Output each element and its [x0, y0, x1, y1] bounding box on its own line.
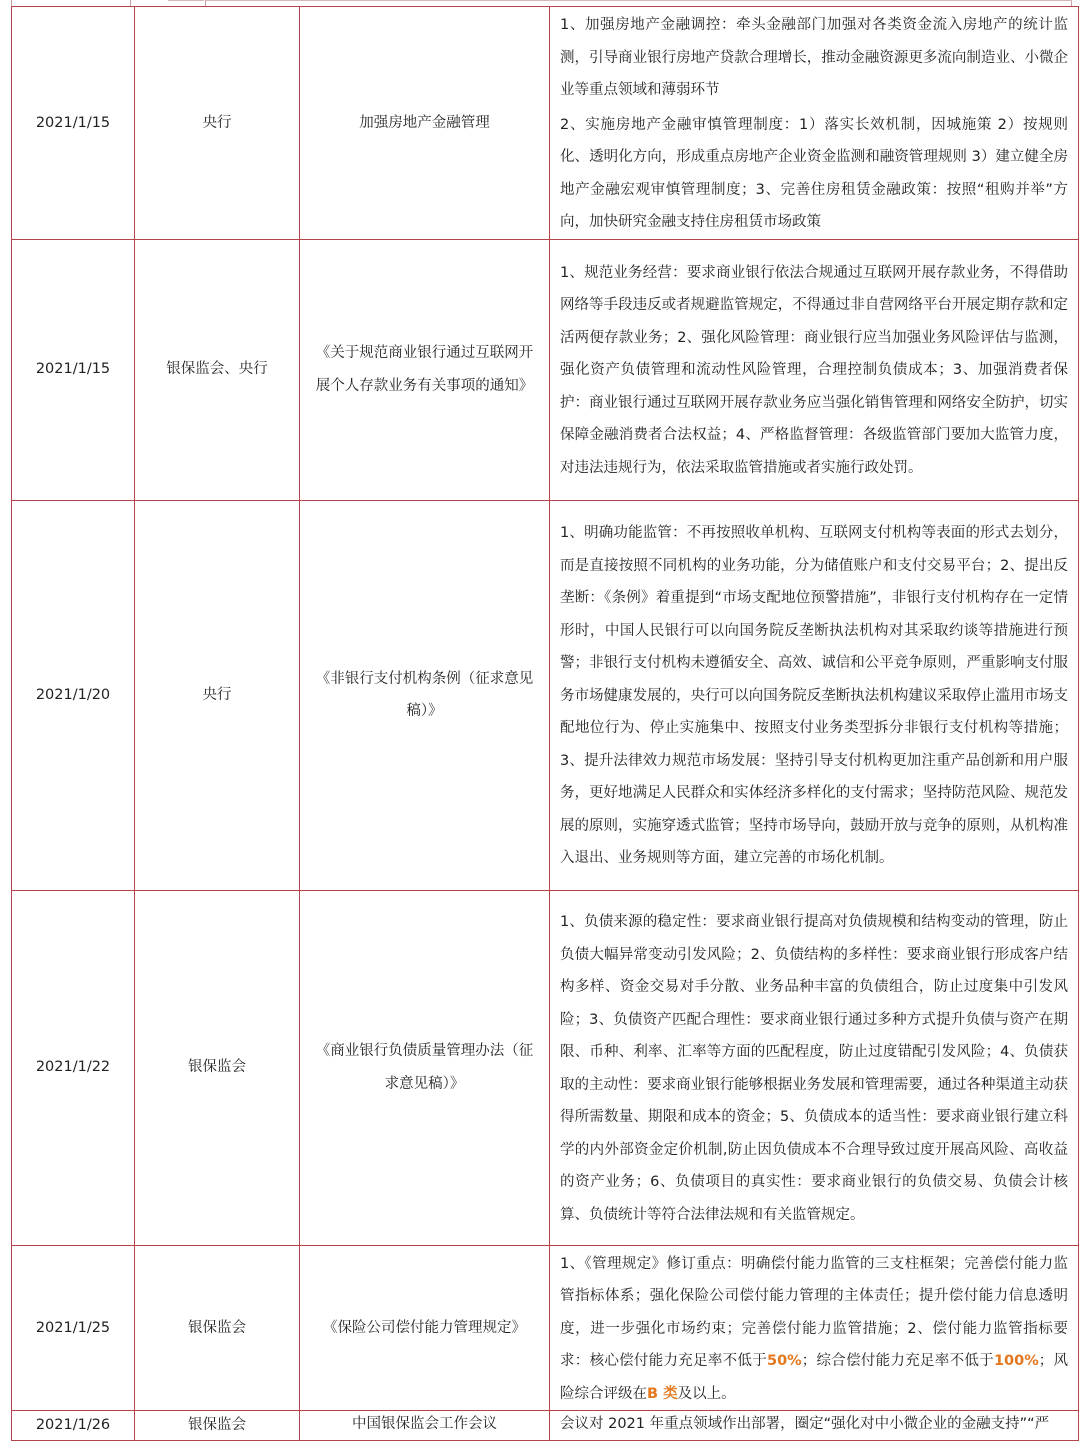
org-cell: 央行 — [135, 500, 300, 890]
table-row — [12, 500, 1079, 890]
content-text: 1、规范业务经营：要求商业银行依法合规通过互联网开展存款业务，不得借助网络等手段违反或者规避监管规定，不得通过非自营网络平台开展定期存款和定活两便存款业务；2、强化风险管理：商业银行应当加强业务风险评估与监测，强化资产负债管理和流动性风险管理，合理控制负债成本；3、加强消费者保护：商业银行通过互联网开展存款业务应当强化销售管理和网络安全防护，切实保障金融消费者合法权益；4、严格监督管理：各级监管部门要加大监管力度，对违法违规行为，依法采取监管措施或者实施行政处罚。 — [560, 264, 1068, 476]
highlight-value: 100% — [993, 1353, 1039, 1369]
doc-cell: 《保险公司偿付能力管理规定》 — [300, 1245, 550, 1411]
content-cell — [550, 1245, 1079, 1411]
doc-cell: 中国银保监会工作会议 — [300, 1411, 550, 1441]
table-row — [12, 890, 1079, 1245]
content-text: 1、负债来源的稳定性：要求商业银行提高对负债规模和结构变动的管理，防止负债大幅异常变动引发风险；2、负债结构的多样性：要求商业银行形成客户结构多样、资金交易对手分散、业务品种丰富的负债组合，防止过度集中引发风险；3、负债资产匹配合理性：要求商业银行通过多种方式提升负债与资产在期限、币种、利率、汇率等方面的匹配程度，防止过度错配引发风险；4、负债获取的主动性：要求商业银行能够根据业务发展和管理需要，通过各种渠道主动获得所需数量、期限和成本的资金；5、负债成本的适当性：要求商业银行建立科学的内外部资金定价机制,防止因负债成本不合理导致过度开展高风险、高收益的资产业务；6、负债项目的真实性：要求商业银行的负债交易、负债会计核算、负债统计等符合法律法规和有关监管规定。 — [560, 914, 1068, 1223]
table-row — [12, 239, 1079, 500]
content-text-part: ；综合偿付能力充足率不低于 — [801, 1353, 994, 1369]
date-cell: 2021/1/20 — [12, 500, 135, 890]
strip-line — [206, 0, 1072, 1]
content-text-part: 及以上。 — [677, 1385, 736, 1402]
highlight-value: B 类 — [647, 1385, 678, 1402]
strip-line — [168, 0, 204, 1]
doc-cell: 《关于规范商业银行通过互联网开展个人存款业务有关事项的通知》 — [300, 239, 550, 500]
org-cell: 银保监会 — [135, 1411, 300, 1441]
content-text: 1、加强房地产金融调控：牵头金融部门加强对各类资金流入房地产的统计监测，引导商业银行房地产贷款合理增长，推动金融资源更多流向制造业、小微企业等重点领域和薄弱环节 — [560, 17, 1068, 98]
content-text: 1、明确功能监管：不再按照收单机构、互联网支付机构等表面的形式去划分，而是直接按照不同机构的业务功能，分为储值账户和支付交易平台；2、提出反垄断：《条例》着重提到“市场支配地位预警措施”，非银行支付机构存在一定情形时，中国人民银行可以向国务院反垄断执法机构对其采取约谈等措施进行预警；非银行支付机构未遵循安全、高效、诚信和公平竞争原则，严重影响支付服务市场健康发展的，央行可以向国务院反垄断执法机构建议采取停止滥用市场支配地位行为、停止实施集中、按照支付业务类型拆分非银行支付机构等措施；3、提升法律效力规范市场发展：坚持引导支付机构更加注重产品创新和用户服务，更好地满足人民群众和实体经济多样化的支付需求；坚持防范风险、规范发展的原则，实施穿透式监管；坚持市场导向，鼓励开放与竞争的原则，从机构准入退出、业务规则等方面，建立完善的市场化机制。 — [560, 525, 1068, 867]
table-row — [12, 7, 1079, 240]
date-cell: 2021/1/15 — [12, 239, 135, 500]
date-cell: 2021/1/22 — [12, 890, 135, 1245]
doc-cell: 加强房地产金融管理 — [300, 7, 550, 240]
content-text: 2、实施房地产金融审慎管理制度：1）落实长效机制，因城施策 2）按规则化、透明化方向，形成重点房地产企业资金监测和融资管理规则 3）建立健全房地产金融宏观审慎管理制度；3、完善住房租赁金融政策：按照“租购并举”方向，加快研究金融支持住房租赁市场政策 — [560, 116, 1068, 230]
content-text-part: 1、《管理规定》修订重点：明确偿付能力监管的三支柱框架；完善偿付能力监管指标体系；强化保险公司偿付能力管理的主体责任；提升偿付能力信息透明度，进一步强化市场约束；完善偿付能力监管措施；2、偿付能力监管指标要求：核心偿付能力充足率不低于 — [560, 1255, 1068, 1369]
table-row — [12, 1411, 1079, 1441]
highlight-value: 50% — [767, 1353, 802, 1369]
doc-cell: 《商业银行负债质量管理办法（征求意见稿）》 — [300, 890, 550, 1245]
date-cell: 2021/1/26 — [12, 1411, 135, 1441]
org-cell: 银保监会、央行 — [135, 239, 300, 500]
date-cell: 2021/1/15 — [12, 7, 135, 240]
org-cell: 央行 — [135, 7, 300, 240]
policy-table — [11, 6, 1079, 1441]
content-cell — [550, 890, 1079, 1245]
content-cell — [550, 239, 1079, 500]
content-cell: 会议对 2021 年重点领域作出部署，圈定“强化对中小微企业的金融支持”“严 — [550, 1411, 1079, 1441]
doc-cell: 《非银行支付机构条例（征求意见稿）》 — [300, 500, 550, 890]
content-text — [560, 1246, 1068, 1411]
org-cell: 银保监会 — [135, 890, 300, 1245]
content-text-part: ；风险综合评级在 — [560, 1353, 1069, 1402]
table-row — [12, 1245, 1079, 1411]
org-cell: 银保监会 — [135, 1245, 300, 1411]
date-cell: 2021/1/25 — [12, 1245, 135, 1411]
content-cell — [550, 7, 1079, 240]
content-cell — [550, 500, 1079, 890]
